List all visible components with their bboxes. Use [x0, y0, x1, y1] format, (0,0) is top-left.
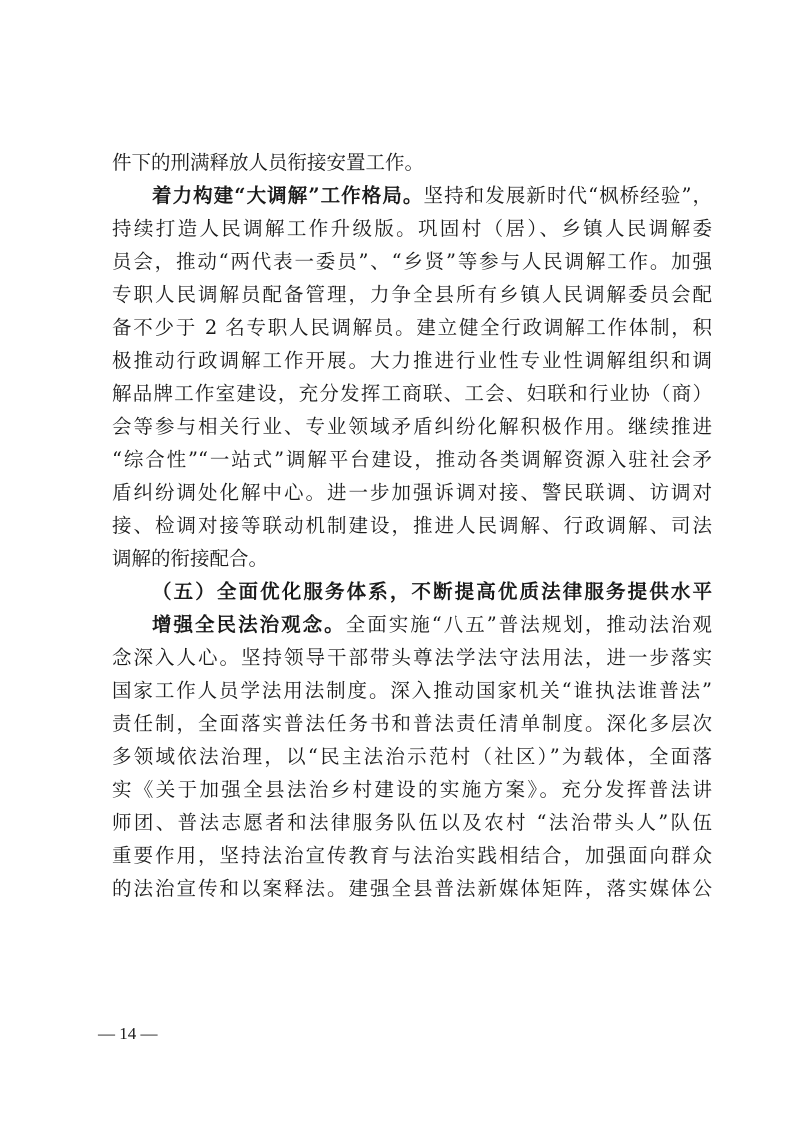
paragraph-line: 念深入人心。坚持领导干部带头尊法学法守法用法，进一步落实 — [112, 646, 712, 669]
page-number: — 14 — — [98, 1024, 158, 1043]
paragraph-line: 的法治宣传和以案释法。建强全县普法新媒体矩阵，落实媒体公 — [112, 877, 712, 900]
body-text — [112, 146, 712, 905]
paragraph-line: 解品牌工作室建设，充分发挥工商联、工会、妇联和行业协（商） — [112, 382, 712, 405]
paragraph-line: 备不少于 2 名专职人民调解员。建立健全行政调解工作体制，积 — [112, 316, 712, 339]
section-heading: （五）全面优化服务体系，不断提高优质法律服务提供水平 — [152, 580, 712, 603]
paragraph-line: 员会，推动“两代表一委员”、“乡贤”等参与人民调解工作。加强 — [112, 250, 712, 273]
paragraph-text: 坚持和发展新时代“枫桥经验”， — [423, 184, 712, 207]
paragraph-heading-line — [112, 179, 712, 212]
inline-heading: 增强全民法治观念。 — [152, 613, 346, 636]
paragraph-line: 师团、普法志愿者和法律服务队伍以及农村 “法治带头人”队伍 — [112, 811, 712, 834]
paragraph-line: 会等参与相关行业、专业领域矛盾纠纷化解积极作用。继续推进 — [112, 415, 712, 438]
paragraph-line: 责任制，全面落实普法任务书和普法责任清单制度。深化多层次 — [112, 712, 712, 735]
paragraph-line: 调解的衔接配合。 — [112, 547, 269, 570]
paragraph-line: 国家工作人员学法用法制度。深入推动国家机关“谁执法谁普法” — [112, 679, 712, 702]
paragraph-heading-line — [112, 608, 712, 641]
paragraph-line: 极推动行政调解工作开展。大力推进行业性专业性调解组织和调 — [112, 349, 712, 372]
paragraph-line: 盾纠纷调处化解中心。进一步加强诉调对接、警民联调、访调对 — [112, 481, 712, 504]
paragraph-line: “综合性”“一站式”调解平台建设，推动各类调解资源入驻社会矛 — [112, 448, 712, 471]
paragraph-line: 件下的刑满释放人员衔接安置工作。 — [112, 151, 425, 174]
paragraph-line: 接、检调对接等联动机制建设，推进人民调解、行政调解、司法 — [112, 514, 712, 537]
paragraph-line: 实《关于加强全县法治乡村建设的实施方案》。充分发挥普法讲 — [112, 778, 712, 801]
paragraph-line: 重要作用，坚持法治宣传教育与法治实践相结合，加强面向群众 — [112, 844, 712, 867]
paragraph-text: 全面实施“八五”普法规划，推动法治观 — [345, 613, 712, 636]
paragraph-line: 持续打造人民调解工作升级版。巩固村（居）、乡镇人民调解委 — [112, 217, 712, 240]
paragraph-line: 专职人民调解员配备管理，力争全县所有乡镇人民调解委员会配 — [112, 283, 712, 306]
paragraph-line: 多领域依法治理，以“民主法治示范村（社区）”为载体，全面落 — [112, 745, 712, 768]
inline-heading: 着力构建“大调解”工作格局。 — [152, 184, 424, 207]
